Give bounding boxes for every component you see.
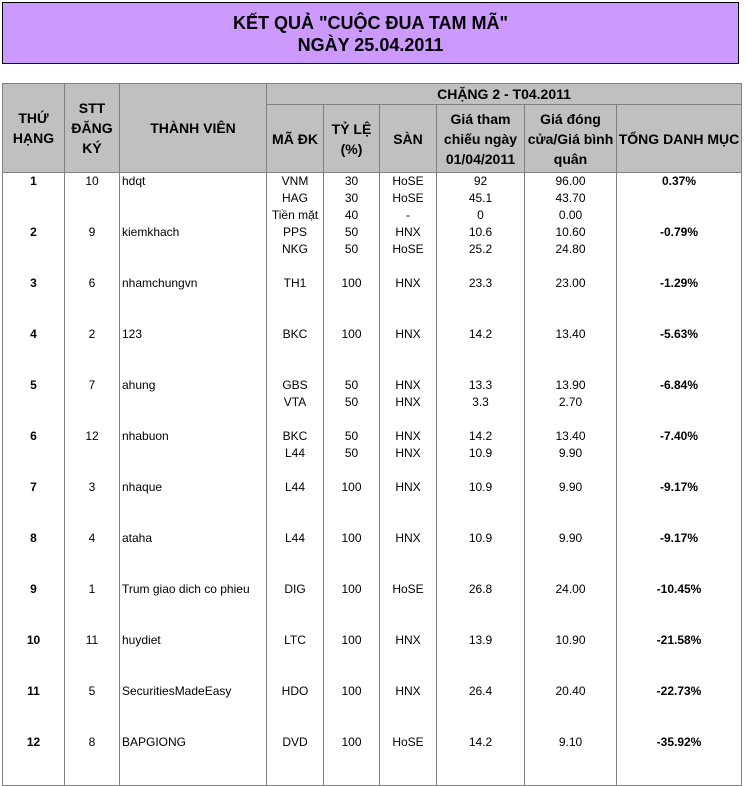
ratio-cell-line: 50 xyxy=(344,378,359,392)
member-cell-text: hdqt xyxy=(122,174,146,188)
exchange-cell xyxy=(380,581,437,632)
ratio-cell-line: 30 xyxy=(344,174,359,188)
close-price-cell xyxy=(525,377,617,428)
ref-price-cell-line: 13.3 xyxy=(468,378,493,392)
close-price-cell xyxy=(525,479,617,530)
rank-cell xyxy=(3,581,65,632)
stt-cell xyxy=(65,224,120,275)
stt-cell-text: 12 xyxy=(85,429,99,443)
exchange-cell xyxy=(380,479,437,530)
stt-cell-text: 3 xyxy=(88,480,96,494)
rank-cell-text: 9 xyxy=(30,582,37,596)
close-price-cell-line: 13.40 xyxy=(555,429,586,443)
ref-price-cell-line: 25.2 xyxy=(468,242,493,256)
ratio-cell-line: 100 xyxy=(341,633,362,647)
exchange-cell-line: HNX xyxy=(395,684,421,698)
rank-cell xyxy=(3,734,65,786)
ratio-cell-line: 50 xyxy=(344,446,359,460)
code-cell xyxy=(267,581,324,632)
total-cell-text: -21.58% xyxy=(656,633,702,647)
exchange-cell-line: HNX xyxy=(395,395,421,409)
ref-price-cell-line: 13.9 xyxy=(468,633,493,647)
rank-cell-text: 1 xyxy=(30,174,37,188)
exchange-cell-line: HoSE xyxy=(392,735,424,749)
report-title: KẾT QUẢ "CUỘC ĐUA TAM MÃ" xyxy=(232,13,509,33)
close-price-cell-line: 2.70 xyxy=(558,395,583,409)
ref-price-cell-line: 14.2 xyxy=(468,735,493,749)
code-cell-line: L44 xyxy=(284,531,306,545)
code-cell-line: NKG xyxy=(281,242,308,256)
ratio-cell xyxy=(324,428,380,479)
rank-cell-text: 10 xyxy=(26,633,41,647)
close-price-cell-line: 23.00 xyxy=(555,276,586,290)
ratio-cell xyxy=(324,734,380,786)
stt-cell xyxy=(65,428,120,479)
code-cell xyxy=(267,479,324,530)
close-price-cell-line: 24.80 xyxy=(555,242,586,256)
code-cell-line: L44 xyxy=(284,446,306,460)
header-exchange: SÀN xyxy=(380,105,437,173)
table-row xyxy=(3,581,742,632)
rank-cell xyxy=(3,326,65,377)
ratio-cell-line: 50 xyxy=(344,242,359,256)
ref-price-cell xyxy=(437,377,525,428)
ratio-cell xyxy=(324,275,380,326)
ref-price-cell-line: 10.9 xyxy=(468,531,493,545)
rank-cell-text: 8 xyxy=(30,531,37,545)
code-cell xyxy=(267,377,324,428)
exchange-cell-line: HNX xyxy=(395,327,421,341)
ref-price-cell-line: 14.2 xyxy=(468,429,493,443)
table-row xyxy=(3,734,742,786)
ref-price-cell-line: 92 xyxy=(473,174,488,188)
ratio-cell-line: 100 xyxy=(341,327,362,341)
stt-cell xyxy=(65,275,120,326)
total-cell xyxy=(617,326,742,377)
exchange-cell xyxy=(380,530,437,581)
code-cell-line: GBS xyxy=(282,378,308,392)
total-cell-text: -10.45% xyxy=(656,582,702,596)
close-price-cell xyxy=(525,275,617,326)
total-cell xyxy=(617,479,742,530)
code-cell xyxy=(267,428,324,479)
total-cell-text: -7.40% xyxy=(660,429,699,443)
stt-cell-text: 7 xyxy=(88,378,96,392)
rank-cell-text: 7 xyxy=(30,480,37,494)
ref-price-cell xyxy=(437,734,525,786)
table-row xyxy=(3,377,742,428)
ref-price-cell xyxy=(437,632,525,683)
results-table xyxy=(2,83,742,786)
member-cell-text: huydiet xyxy=(122,633,161,647)
total-cell-text: -1.29% xyxy=(660,276,699,290)
exchange-cell-line: HNX xyxy=(395,531,421,545)
close-price-cell-line: 20.40 xyxy=(555,684,586,698)
total-cell-text: -22.73% xyxy=(656,684,702,698)
code-cell-line: Tiền mặt xyxy=(271,208,319,222)
stt-cell-text: 2 xyxy=(88,327,96,341)
ratio-cell xyxy=(324,326,380,377)
rank-cell xyxy=(3,479,65,530)
code-cell-line: TH1 xyxy=(283,276,307,290)
stt-cell-text: 5 xyxy=(88,684,96,698)
member-cell xyxy=(120,326,267,377)
total-cell-text: -5.63% xyxy=(660,327,699,341)
ref-price-cell xyxy=(437,581,525,632)
report-date: NGÀY 25.04.2011 xyxy=(297,35,444,55)
rank-cell xyxy=(3,530,65,581)
ref-price-cell xyxy=(437,173,525,225)
code-cell-line: L44 xyxy=(284,480,306,494)
close-price-cell-line: 9.90 xyxy=(558,480,583,494)
close-price-cell xyxy=(525,326,617,377)
close-price-cell-line: 0.00 xyxy=(558,208,583,222)
header-stage: CHẶNG 2 - T04.2011 xyxy=(267,84,742,105)
code-cell-line: BKC xyxy=(282,327,308,341)
ref-price-cell xyxy=(437,479,525,530)
close-price-cell xyxy=(525,530,617,581)
code-cell-line: HAG xyxy=(281,191,308,205)
table-row xyxy=(3,530,742,581)
rank-cell xyxy=(3,428,65,479)
close-price-cell xyxy=(525,683,617,734)
total-cell xyxy=(617,581,742,632)
exchange-cell xyxy=(380,632,437,683)
member-cell-text: 123 xyxy=(122,327,143,341)
exchange-cell xyxy=(380,173,437,225)
close-price-cell-line: 9.90 xyxy=(558,446,583,460)
total-cell-text: -6.84% xyxy=(660,378,699,392)
table-row xyxy=(3,428,742,479)
code-cell-line: BKC xyxy=(282,429,308,443)
total-cell-text: -35.92% xyxy=(656,735,702,749)
rank-cell-text: 5 xyxy=(30,378,37,392)
ratio-cell-line: 50 xyxy=(344,225,359,239)
stt-cell xyxy=(65,734,120,786)
table-row xyxy=(3,683,742,734)
code-cell xyxy=(267,530,324,581)
code-cell xyxy=(267,326,324,377)
ref-price-cell-line: 10.6 xyxy=(468,225,493,239)
exchange-cell-line: HoSE xyxy=(392,191,424,205)
ratio-cell-line: 100 xyxy=(341,735,362,749)
stt-cell-text: 4 xyxy=(88,531,96,545)
exchange-cell-line: HoSE xyxy=(392,174,424,188)
exchange-cell xyxy=(380,428,437,479)
code-cell xyxy=(267,224,324,275)
exchange-cell-line: HNX xyxy=(395,446,421,460)
ratio-cell-line: 30 xyxy=(344,191,359,205)
close-price-cell xyxy=(525,173,617,225)
close-price-cell-line: 43.70 xyxy=(555,191,586,205)
close-price-cell-line: 10.60 xyxy=(555,225,586,239)
stt-cell xyxy=(65,683,120,734)
total-cell xyxy=(617,734,742,786)
header-rank: THỨ HẠNG xyxy=(3,84,65,173)
rank-cell xyxy=(3,632,65,683)
code-cell xyxy=(267,734,324,786)
total-cell xyxy=(617,683,742,734)
ref-price-cell-line: 45.1 xyxy=(468,191,493,205)
ref-price-cell-line: 26.8 xyxy=(468,582,493,596)
ratio-cell-line: 40 xyxy=(344,208,359,222)
close-price-cell xyxy=(525,581,617,632)
code-cell-line: DVD xyxy=(282,735,308,749)
header-ref-price: Giá tham chiếu ngày 01/04/2011 xyxy=(437,105,525,173)
ref-price-cell xyxy=(437,326,525,377)
stt-cell-text: 9 xyxy=(88,225,96,239)
member-cell-text: SecuritiesMadeEasy xyxy=(122,684,232,698)
rank-cell-text: 4 xyxy=(30,327,37,341)
table-row xyxy=(3,479,742,530)
stt-cell xyxy=(65,530,120,581)
member-cell-text: nhaque xyxy=(122,480,163,494)
rank-cell xyxy=(3,377,65,428)
ref-price-cell-line: 3.3 xyxy=(472,395,489,409)
ref-price-cell xyxy=(437,530,525,581)
exchange-cell-line: HNX xyxy=(395,429,421,443)
ref-price-cell-line: 26.4 xyxy=(468,684,493,698)
code-cell xyxy=(267,173,324,225)
code-cell xyxy=(267,275,324,326)
total-cell-text: -9.17% xyxy=(660,531,699,545)
exchange-cell-line: HNX xyxy=(395,276,421,290)
table-row xyxy=(3,275,742,326)
ratio-cell xyxy=(324,581,380,632)
member-cell xyxy=(120,224,267,275)
close-price-cell-line: 9.90 xyxy=(558,531,583,545)
total-cell-text: -9.17% xyxy=(660,480,699,494)
ref-price-cell xyxy=(437,224,525,275)
exchange-cell xyxy=(380,275,437,326)
exchange-cell xyxy=(380,224,437,275)
table-row xyxy=(3,632,742,683)
code-cell-line: VNM xyxy=(281,174,309,188)
ratio-cell xyxy=(324,479,380,530)
total-cell xyxy=(617,224,742,275)
header-total: TỔNG DANH MỤC xyxy=(617,105,742,173)
table-body xyxy=(3,173,742,786)
stt-cell xyxy=(65,326,120,377)
ratio-cell-line: 100 xyxy=(341,684,362,698)
member-cell xyxy=(120,173,267,225)
ratio-cell-line: 100 xyxy=(341,582,362,596)
code-cell-line: DIG xyxy=(284,582,306,596)
member-cell-text: kiemkhach xyxy=(122,225,180,239)
header-member: THÀNH VIÊN xyxy=(120,84,267,173)
ref-price-cell-line: 23.3 xyxy=(468,276,493,290)
ref-price-cell-line: 10.9 xyxy=(468,480,493,494)
member-cell-text: nhamchungvn xyxy=(122,276,198,290)
exchange-cell xyxy=(380,734,437,786)
code-cell-line: HDO xyxy=(281,684,309,698)
total-cell-text: -0.79% xyxy=(660,225,699,239)
exchange-cell xyxy=(380,683,437,734)
close-price-cell-line: 24.00 xyxy=(555,582,586,596)
total-cell xyxy=(617,173,742,225)
code-cell-line: VTA xyxy=(283,395,307,409)
exchange-cell-line: HoSE xyxy=(392,242,424,256)
ratio-cell-line: 50 xyxy=(344,429,359,443)
rank-cell xyxy=(3,173,65,225)
member-cell xyxy=(120,683,267,734)
table-row xyxy=(3,224,742,275)
ref-price-cell-line: 14.2 xyxy=(468,327,493,341)
member-cell-text: ahung xyxy=(122,378,156,392)
rank-cell xyxy=(3,683,65,734)
exchange-cell-line: HNX xyxy=(395,480,421,494)
member-cell-text: ataha xyxy=(122,531,153,545)
total-cell xyxy=(617,428,742,479)
stt-cell xyxy=(65,632,120,683)
rank-cell-text: 12 xyxy=(26,735,41,749)
close-price-cell-line: 10.90 xyxy=(555,633,586,647)
code-cell xyxy=(267,632,324,683)
stt-cell-text: 8 xyxy=(88,735,96,749)
code-cell-line: PPS xyxy=(282,225,307,239)
exchange-cell xyxy=(380,377,437,428)
close-price-cell-line: 13.40 xyxy=(555,327,586,341)
total-cell xyxy=(617,632,742,683)
close-price-cell-line: 13.90 xyxy=(555,378,586,392)
exchange-cell-line: HNX xyxy=(395,225,421,239)
ratio-cell-line: 100 xyxy=(341,480,362,494)
exchange-cell-line: - xyxy=(406,208,410,222)
header-ratio: TỶ LỆ (%) xyxy=(324,105,380,173)
exchange-cell-line: HNX xyxy=(395,378,421,392)
ratio-cell xyxy=(324,377,380,428)
ratio-cell xyxy=(324,173,380,225)
member-cell-text: BAPGIONG xyxy=(122,735,187,749)
ref-price-cell xyxy=(437,428,525,479)
ratio-cell xyxy=(324,632,380,683)
member-cell xyxy=(120,581,267,632)
table-row xyxy=(3,326,742,377)
exchange-cell xyxy=(380,326,437,377)
member-cell xyxy=(120,275,267,326)
member-cell xyxy=(120,632,267,683)
ratio-cell xyxy=(324,683,380,734)
rank-cell-text: 2 xyxy=(30,225,37,239)
header-code: MÃ ĐK xyxy=(267,105,324,173)
stt-cell xyxy=(65,377,120,428)
code-cell xyxy=(267,683,324,734)
ref-price-cell-line: 0 xyxy=(477,208,484,222)
total-cell xyxy=(617,275,742,326)
ref-price-cell xyxy=(437,683,525,734)
member-cell xyxy=(120,734,267,786)
stt-cell xyxy=(65,173,120,225)
rank-cell-text: 6 xyxy=(30,429,37,443)
exchange-cell-line: HoSE xyxy=(392,582,424,596)
rank-cell xyxy=(3,224,65,275)
code-cell-line: LTC xyxy=(284,633,306,647)
total-cell xyxy=(617,377,742,428)
exchange-cell-line: HNX xyxy=(395,633,421,647)
stt-cell-text: 11 xyxy=(85,633,99,647)
close-price-cell xyxy=(525,224,617,275)
ref-price-cell xyxy=(437,275,525,326)
member-cell-text: Trum giao dich co phieu xyxy=(122,582,250,596)
close-price-cell xyxy=(525,428,617,479)
ratio-cell-line: 100 xyxy=(341,531,362,545)
close-price-cell xyxy=(525,632,617,683)
stt-cell xyxy=(65,479,120,530)
ratio-cell xyxy=(324,530,380,581)
close-price-cell-line: 96.00 xyxy=(555,174,586,188)
header-close-price: Giá đóng cửa/Giá bình quân xyxy=(525,105,617,173)
ref-price-cell-line: 10.9 xyxy=(468,446,493,460)
member-cell-text: nhabuon xyxy=(122,429,169,443)
stt-cell-text: 6 xyxy=(88,276,96,290)
rank-cell-text: 11 xyxy=(27,684,40,698)
ratio-cell-line: 50 xyxy=(344,395,359,409)
rank-cell-text: 3 xyxy=(30,276,37,290)
member-cell xyxy=(120,428,267,479)
stt-cell-text: 10 xyxy=(85,174,99,188)
stt-cell xyxy=(65,581,120,632)
header-stt: STT ĐĂNG KÝ xyxy=(65,84,120,173)
total-cell xyxy=(617,530,742,581)
total-cell-text: 0.37% xyxy=(662,174,697,188)
ratio-cell-line: 100 xyxy=(341,276,362,290)
stt-cell-text: 1 xyxy=(88,582,96,596)
member-cell xyxy=(120,479,267,530)
member-cell xyxy=(120,530,267,581)
member-cell xyxy=(120,377,267,428)
close-price-cell xyxy=(525,734,617,786)
report-title-box xyxy=(2,2,739,64)
table-row xyxy=(3,173,742,225)
close-price-cell-line: 9.10 xyxy=(558,735,583,749)
rank-cell xyxy=(3,275,65,326)
ratio-cell xyxy=(324,224,380,275)
